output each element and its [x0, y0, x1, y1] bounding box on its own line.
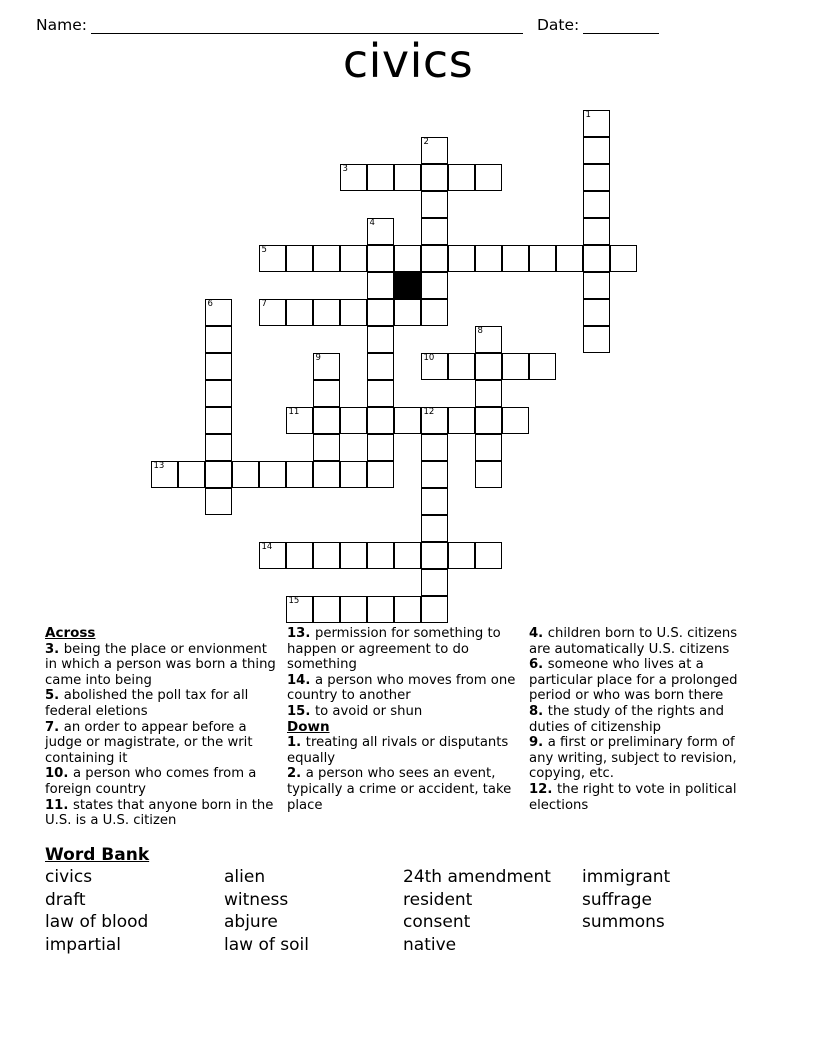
grid-cell-number: 2: [423, 137, 429, 147]
name-label: Name:: [36, 16, 87, 34]
grid-cell[interactable]: [421, 542, 448, 569]
clue-number: 1.: [287, 735, 306, 751]
clue-text: permission for something to happen or agreement to do something: [287, 626, 501, 673]
word-bank-item: 24th amendment: [403, 867, 551, 887]
clue-down-6: [529, 657, 761, 704]
clue-across-7: [45, 720, 277, 767]
word-bank-item: law of blood: [45, 912, 149, 932]
clue-down-9: [529, 735, 761, 782]
grid-cell-number: 14: [261, 542, 273, 552]
grid-cell[interactable]: [421, 137, 448, 164]
clue-number: 13.: [287, 626, 315, 641]
word-bank-column-3: [403, 866, 582, 956]
grid-cell[interactable]: [367, 299, 394, 326]
grid-cell[interactable]: [205, 461, 232, 488]
word-bank-item: immigrant: [582, 867, 671, 887]
grid-cell[interactable]: [421, 407, 448, 434]
grid-cell[interactable]: [529, 245, 556, 272]
clue-across-11: [45, 798, 277, 829]
grid-cell[interactable]: [421, 515, 448, 542]
grid-cell[interactable]: [448, 353, 475, 380]
grid-cell[interactable]: [286, 596, 313, 623]
grid-cell[interactable]: [475, 164, 502, 191]
word-bank-item: civics: [45, 867, 93, 887]
grid-cell[interactable]: [583, 299, 610, 326]
grid-cell[interactable]: [394, 299, 421, 326]
grid-cell[interactable]: [313, 245, 340, 272]
clue-text: a person who moves from one country to another: [287, 672, 516, 704]
word-bank-item: native: [403, 934, 457, 955]
grid-cell-number: 7: [261, 299, 267, 309]
clue-text: being the place or envionment in which a person was born a thing came into being: [45, 641, 276, 688]
word-bank-item: draft: [45, 889, 86, 910]
clue-text: to avoid or shun: [314, 703, 423, 719]
clue-number: 5.: [45, 688, 64, 704]
word-bank-column-2: [224, 866, 403, 956]
grid-cell-blocked: [394, 272, 421, 299]
word-bank-item: abjure: [224, 912, 278, 932]
clue-text: the study of the rights and duties of citizenship: [529, 703, 724, 735]
grid-cell[interactable]: [475, 326, 502, 353]
grid-cell[interactable]: [340, 245, 367, 272]
clue-text: a person who comes from a foreign country: [45, 766, 257, 797]
grid-cell-number: 12: [423, 407, 435, 417]
grid-cell[interactable]: [340, 461, 367, 488]
down-heading: Down: [287, 718, 330, 735]
clue-number: 3.: [45, 641, 64, 657]
clue-number: 14.: [287, 672, 315, 688]
grid-cell-number: 6: [207, 299, 213, 309]
word-bank-column-1: [45, 866, 224, 956]
grid-cell[interactable]: [205, 353, 232, 380]
grid-cell[interactable]: [421, 191, 448, 218]
clue-text: treating all rivals or disputants equally: [287, 735, 509, 766]
grid-cell[interactable]: [394, 407, 421, 434]
grid-cell[interactable]: [367, 542, 394, 569]
grid-cell[interactable]: [394, 164, 421, 191]
clue-number: 12.: [529, 781, 557, 797]
grid-cell[interactable]: [421, 461, 448, 488]
grid-cell-number: 9: [315, 353, 321, 363]
clues-column-3: [529, 626, 771, 829]
grid-cell[interactable]: [475, 245, 502, 272]
grid-cell-number: 8: [477, 326, 483, 336]
clue-number: 6.: [529, 657, 548, 673]
clue-down-4: [529, 626, 761, 657]
grid-cell[interactable]: [313, 461, 340, 488]
grid-cell[interactable]: [583, 191, 610, 218]
grid-cell[interactable]: [421, 164, 448, 191]
clue-across-14: [287, 673, 519, 704]
grid-cell[interactable]: [529, 353, 556, 380]
grid-cell[interactable]: [394, 596, 421, 623]
grid-cell[interactable]: [448, 164, 475, 191]
grid-cell[interactable]: [151, 461, 178, 488]
grid-cell[interactable]: [367, 353, 394, 380]
grid-cell[interactable]: [367, 218, 394, 245]
word-bank-item: suffrage: [582, 889, 653, 910]
grid-cell[interactable]: [340, 407, 367, 434]
grid-cell[interactable]: [421, 434, 448, 461]
clue-text: someone who lives at a particular place for a prolonged period or who was born there: [529, 657, 738, 704]
grid-cell[interactable]: [394, 245, 421, 272]
clue-text: children born to U.S. citizens are automatically U.S. citizens: [529, 626, 738, 657]
grid-cell[interactable]: [205, 407, 232, 434]
clue-number: 9.: [529, 735, 548, 751]
word-bank-item: alien: [224, 867, 266, 887]
clue-text: abolished the poll tax for all federal eletions: [45, 688, 249, 719]
grid-cell[interactable]: [313, 380, 340, 407]
grid-cell[interactable]: [367, 326, 394, 353]
grid-cell[interactable]: [421, 569, 448, 596]
grid-cell[interactable]: [448, 245, 475, 272]
clue-number: 10.: [45, 766, 73, 782]
clue-text: an order to appear before a judge or magistrate, or the writ containing it: [45, 719, 253, 766]
grid-cell[interactable]: [502, 353, 529, 380]
grid-cell[interactable]: [475, 380, 502, 407]
grid-cell[interactable]: [394, 542, 421, 569]
clue-text: a person who sees an event, typically a crime or accident, take place: [287, 766, 512, 813]
grid-cell[interactable]: [583, 110, 610, 137]
clue-text: states that anyone born in the U.S. is a U.S. citizen: [45, 797, 274, 829]
grid-cell-number: 5: [261, 245, 267, 255]
grid-cell[interactable]: [313, 542, 340, 569]
grid-cell[interactable]: [259, 542, 286, 569]
grid-cell[interactable]: [583, 272, 610, 299]
grid-cell[interactable]: [259, 299, 286, 326]
word-bank-column-4: [582, 866, 761, 956]
grid-cell[interactable]: [583, 218, 610, 245]
word-bank-item: witness: [224, 889, 289, 910]
grid-cell[interactable]: [475, 407, 502, 434]
grid-cell[interactable]: [340, 596, 367, 623]
clue-across-10: [45, 766, 277, 797]
grid-cell[interactable]: [583, 326, 610, 353]
grid-cell[interactable]: [367, 407, 394, 434]
grid-cell[interactable]: [421, 272, 448, 299]
date-label: Date:: [536, 16, 580, 34]
grid-cell[interactable]: [313, 596, 340, 623]
grid-cell-number: 10: [423, 353, 435, 363]
grid-cell[interactable]: [286, 461, 313, 488]
word-bank-item: summons: [582, 912, 665, 932]
grid-cell[interactable]: [421, 299, 448, 326]
grid-cell[interactable]: [367, 434, 394, 461]
grid-cell[interactable]: [313, 407, 340, 434]
grid-cell[interactable]: [421, 218, 448, 245]
grid-cell[interactable]: [286, 299, 313, 326]
grid-cell[interactable]: [205, 434, 232, 461]
clue-number: 2.: [287, 766, 306, 782]
grid-cell[interactable]: [421, 353, 448, 380]
clue-down-8: [529, 704, 761, 735]
grid-cell[interactable]: [583, 137, 610, 164]
grid-cell[interactable]: [286, 245, 313, 272]
grid-cell-number: 13: [153, 461, 165, 471]
grid-cell[interactable]: [205, 299, 232, 326]
grid-cell-number: 1: [585, 110, 591, 120]
grid-cell[interactable]: [313, 353, 340, 380]
clue-number: 11.: [45, 797, 73, 813]
grid-cell[interactable]: [313, 299, 340, 326]
clue-number: 4.: [529, 626, 548, 641]
grid-cell[interactable]: [259, 245, 286, 272]
grid-cell[interactable]: [367, 596, 394, 623]
grid-cell[interactable]: [556, 245, 583, 272]
clue-across-15: [287, 704, 519, 720]
grid-cell[interactable]: [421, 596, 448, 623]
clue-number: 7.: [45, 719, 64, 735]
clue-down-1: [287, 735, 519, 766]
grid-cell[interactable]: [448, 407, 475, 434]
clue-number: 8.: [529, 703, 548, 719]
grid-cell[interactable]: [367, 245, 394, 272]
grid-cell[interactable]: [502, 245, 529, 272]
clues-column-2: [287, 626, 529, 829]
grid-cell[interactable]: [475, 353, 502, 380]
grid-cell[interactable]: [259, 461, 286, 488]
clue-across-13: [287, 626, 519, 673]
grid-cell[interactable]: [502, 407, 529, 434]
grid-cell[interactable]: [313, 434, 340, 461]
grid-cell[interactable]: [340, 299, 367, 326]
grid-cell[interactable]: [583, 164, 610, 191]
grid-cell[interactable]: [178, 461, 205, 488]
grid-cell[interactable]: [583, 245, 610, 272]
grid-cell[interactable]: [367, 461, 394, 488]
grid-cell[interactable]: [610, 245, 637, 272]
clue-down-2: [287, 766, 519, 813]
clue-across-3: [45, 642, 277, 689]
grid-cell[interactable]: [232, 461, 259, 488]
word-bank-item: resident: [403, 889, 473, 910]
grid-cell[interactable]: [205, 380, 232, 407]
grid-cell-number: 4: [369, 218, 375, 228]
grid-cell[interactable]: [475, 542, 502, 569]
grid-cell[interactable]: [205, 326, 232, 353]
clue-text: the right to vote in political elections: [529, 781, 737, 813]
clues-section: [45, 626, 771, 829]
grid-cell[interactable]: [340, 542, 367, 569]
across-heading: Across: [45, 625, 96, 641]
grid-cell-number: 11: [288, 407, 300, 417]
word-bank-item: consent: [403, 912, 471, 932]
word-bank-item: law of soil: [224, 934, 309, 955]
grid-cell[interactable]: [367, 164, 394, 191]
grid-cell[interactable]: [367, 272, 394, 299]
clue-text: a first or preliminary form of any writing, subject to revision, copying, etc.: [529, 735, 737, 782]
clue-number: 15.: [287, 703, 315, 719]
clue-down-12: [529, 782, 761, 813]
grid-cell[interactable]: [340, 164, 367, 191]
grid-cell-number: 3: [342, 164, 348, 174]
word-bank-title: Word Bank: [45, 845, 150, 865]
grid-cell-number: 15: [288, 596, 300, 606]
word-bank-item: impartial: [45, 934, 122, 955]
grid-cell[interactable]: [421, 488, 448, 515]
page-title: civics: [342, 34, 474, 88]
grid-cell[interactable]: [448, 542, 475, 569]
grid-cell[interactable]: [367, 380, 394, 407]
grid-cell[interactable]: [205, 488, 232, 515]
clues-column-1: [45, 626, 287, 829]
grid-cell[interactable]: [286, 407, 313, 434]
grid-cell[interactable]: [475, 434, 502, 461]
grid-cell[interactable]: [421, 245, 448, 272]
clue-across-5: [45, 688, 277, 719]
grid-cell[interactable]: [286, 542, 313, 569]
grid-cell[interactable]: [475, 461, 502, 488]
word-bank: [45, 866, 771, 956]
